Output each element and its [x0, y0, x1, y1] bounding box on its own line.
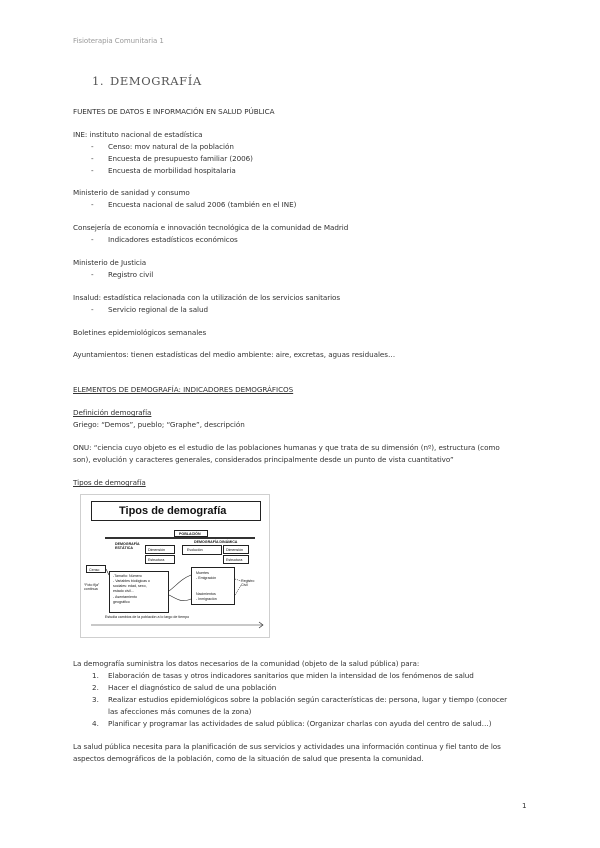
- ordered-list-item: Hacer el diagnóstico de salud de una población: [108, 683, 277, 692]
- movimiento-item: - Inmigración: [196, 597, 217, 601]
- section-title: DEMOGRAFÍA: [110, 74, 202, 88]
- figure-title: Tipos de demografía: [119, 505, 227, 517]
- onu-definition-line: son), evolución y caracteres generales, considerados principalmente desde un punto de vista cuantitativo”: [73, 455, 454, 464]
- estatica-item: sociales: edad, sexo,: [113, 584, 147, 588]
- closing-paragraph-line: La salud pública necesita para la planificación de sus servicios y actividades una información continua y fiel tanto de los: [73, 742, 501, 751]
- figure-footer-note: Estudia cambios de la población a lo largo de tiempo: [105, 615, 190, 619]
- running-header: Fisioterapia Comunitaria 1: [73, 37, 164, 45]
- evolucion-label: Evolución: [187, 548, 203, 552]
- censo-note: “Foto fija” continua: [84, 583, 100, 592]
- ordered-list-item: Elaboración de tasas y otros indicadores sanitarios que miden la intensidad de los fenómenos de salud: [108, 671, 474, 680]
- ministerio-title: Ministerio de sanidad y consumo: [73, 188, 190, 197]
- list-item: Indicadores estadísticos económicos: [108, 235, 238, 244]
- dinamica-label: DEMOGRAFÍA DINÁMICA: [194, 540, 238, 544]
- list-number: 2.: [92, 683, 99, 692]
- estatica-label: DEMOGRAFÍA ESTÁTICA: [115, 542, 140, 551]
- bullet-dash: -: [91, 270, 94, 279]
- bullet-dash: -: [91, 305, 94, 314]
- sources-heading: FUENTES DE DATOS E INFORMACIÓN EN SALUD PÚBLICA: [73, 107, 275, 116]
- list-item: Encuesta de presupuesto familiar (2006): [108, 154, 253, 163]
- ordered-list-item: Realizar estudios epidemiológicos sobre la población según características de: persona, lugar y tiempo (conocer: [108, 695, 508, 704]
- estructura-label: Estructura: [148, 558, 165, 562]
- demography-types-figure: [80, 494, 270, 638]
- list-item: Encuesta de morbilidad hospitalaria: [108, 166, 236, 175]
- dinamica-estructura-label: Estructura: [226, 558, 243, 562]
- definition-greek: Griego: “Demos”, pueblo; “Graphe”, descripción: [73, 420, 245, 429]
- boletines-line: Boletines epidemiológicos semanales: [73, 328, 207, 337]
- list-item: Encuesta nacional de salud 2006 (también en el INE): [108, 200, 297, 209]
- poblacion-label: POBLACIÓN: [179, 532, 201, 536]
- estatica-item: estado civil…: [113, 589, 135, 593]
- list-item: Registro civil: [108, 270, 154, 279]
- registro-civil-label: Registro Civil: [241, 579, 255, 588]
- list-number: 3.: [92, 695, 99, 704]
- ordered-list-item: Planificar y programar las actividades de salud pública: (Organizar charlas con ayuda del centro de salud…): [108, 719, 492, 728]
- list-item: Servicio regional de la salud: [108, 305, 209, 314]
- dinamica-dimension-label: Dimensión: [226, 548, 243, 552]
- estatica-item: - Variables biológicas o: [113, 579, 150, 583]
- bullet-dash: -: [91, 166, 94, 175]
- censo-label: Censo: [89, 568, 100, 572]
- dimension-label: Dimensión: [148, 548, 165, 552]
- bullet-dash: -: [91, 200, 94, 209]
- bullet-dash: -: [91, 154, 94, 163]
- list-item: Censo: mov natural de la población: [108, 142, 234, 151]
- section-number: 1.: [92, 74, 105, 88]
- bullet-dash: -: [91, 235, 94, 244]
- ordered-list-item-continuation: las afecciones más comunes de la zona): [108, 707, 252, 716]
- ayuntamientos-line: Ayuntamientos: tienen estadísticas del medio ambiente: aire, excretas, aguas residuales…: [73, 350, 396, 359]
- onu-definition-line: ONU: “ciencia cuyo objeto es el estudio de las poblaciones humanas y que trata de su dimensión (nº), estructura (como: [73, 443, 500, 452]
- list-number: 4.: [92, 719, 99, 728]
- movimiento-item: Muertes: [196, 571, 209, 575]
- ine-title: INE: instituto nacional de estadística: [73, 130, 203, 139]
- types-heading: Tipos de demografía: [73, 478, 146, 487]
- insalud-title: Insalud: estadística relacionada con la utilización de los servicios sanitarios: [73, 293, 341, 302]
- closing-paragraph-line: aspectos demográficos de la población, como de la situación de salud que presenta la comunidad.: [73, 754, 424, 763]
- estatica-item: - Asentamiento: [113, 595, 137, 599]
- page-number: 1: [522, 801, 527, 810]
- estatica-item: -Tamaño: Número: [113, 574, 142, 578]
- elements-heading: ELEMENTOS DE DEMOGRAFÍA: INDICADORES DEMOGRÁFICOS: [73, 385, 294, 394]
- estatica-item: geográfico: [113, 600, 130, 604]
- bullet-dash: -: [91, 142, 94, 151]
- definition-heading: Definición demografía: [73, 408, 152, 417]
- movimiento-item: - Emigración: [196, 576, 217, 580]
- movimiento-item: Nacimientos: [196, 592, 216, 596]
- body-intro: La demografía suministra los datos necesarios de la comunidad (objeto de la salud pública) para:: [73, 659, 420, 668]
- list-number: 1.: [92, 671, 99, 680]
- consejeria-title: Consejería de economía e innovación tecnológica de la comunidad de Madrid: [73, 223, 349, 232]
- justicia-title: Ministerio de Justicia: [73, 258, 147, 267]
